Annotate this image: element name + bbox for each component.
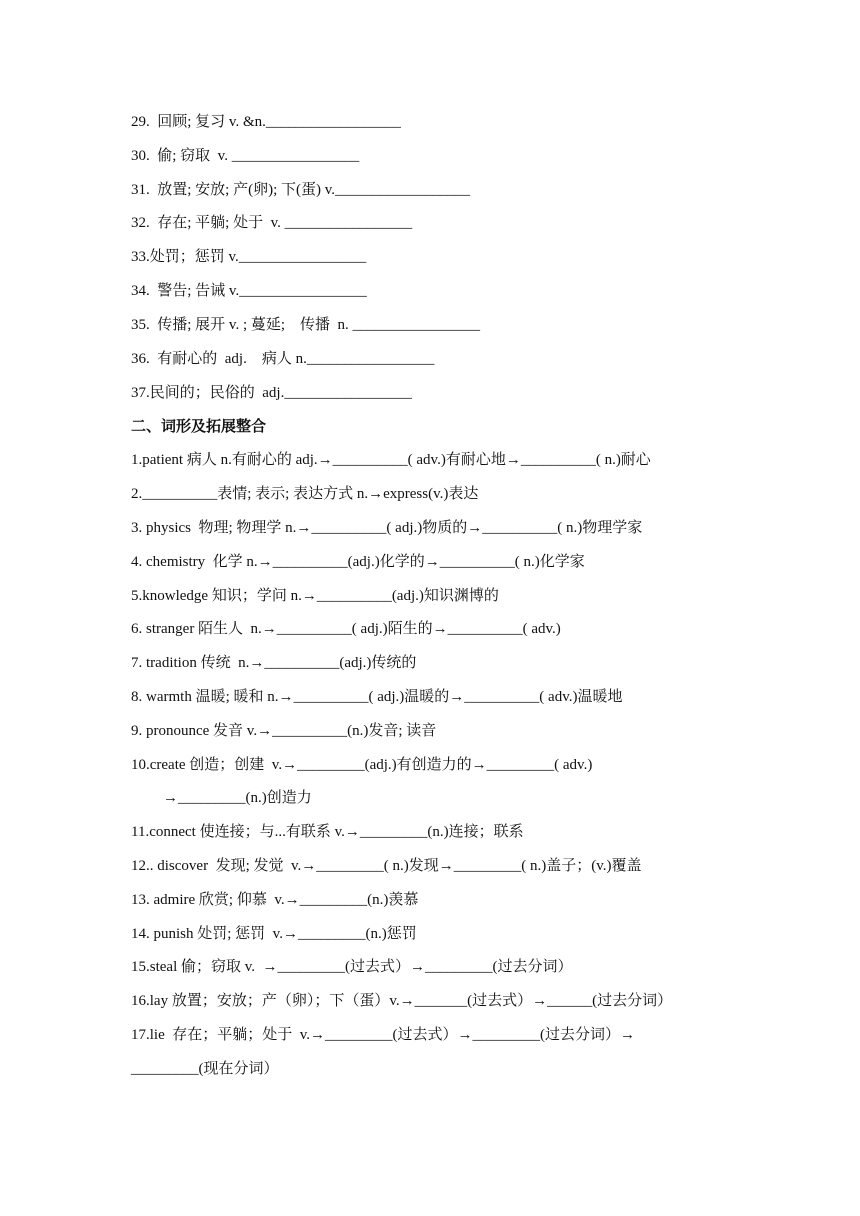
section-title: 二、词形及拓展整合	[131, 417, 267, 435]
vocab-item-36: 36. 有耐心的 adj. 病人 n._________________	[131, 351, 435, 367]
word-form-item-5: 5.knowledge 知识；学问 n.→__________(adj.)知识渊博的	[131, 588, 499, 604]
vocab-item-37: 37.民间的；民俗的 adj._________________	[131, 385, 412, 401]
word-form-item-12: 12.. discover 发现; 发觉 v.→_________( n.)发现→_________( n.)盖子；(v.)覆盖	[131, 858, 642, 874]
vocab-item-32: 32. 存在; 平躺; 处于 v. _________________	[131, 215, 413, 231]
word-form-item-10-continued: →_________(n.)创造力	[163, 790, 312, 806]
word-form-item-13: 13. admire 欣赏; 仰慕 v.→_________(n.)羡慕	[131, 892, 419, 908]
word-form-item-4: 4. chemistry 化学 n.→__________(adj.)化学的→__________( n.)化学家	[131, 554, 585, 570]
vocab-item-34: 34. 警告; 告诫 v._________________	[131, 283, 367, 299]
word-form-item-8: 8. warmth 温暖; 暖和 n.→__________( adj.)温暖的→__________( adv.)温暖地	[131, 689, 623, 705]
word-form-item-7: 7. tradition 传统 n.→__________(adj.)传统的	[131, 655, 417, 671]
vocab-item-35: 35. 传播; 展开 v. ; 蔓延; 传播 n. _________________	[131, 317, 481, 333]
vocab-item-31: 31. 放置; 安放; 产(卵); 下(蛋) v.__________________	[131, 182, 471, 198]
vocab-item-30: 30. 偷; 窃取 v. _________________	[131, 148, 360, 164]
word-form-item-6: 6. stranger 陌生人 n.→__________( adj.)陌生的→__________( adv.)	[131, 621, 561, 637]
vocab-item-29: 29. 回顾; 复习 v. &n.__________________	[131, 114, 401, 130]
word-form-item-14: 14. punish 处罚; 惩罚 v.→_________(n.)惩罚	[131, 926, 417, 942]
word-form-item-15: 15.steal 偷；窃取 v. →_________(过去式）→_________(过去分词）	[131, 959, 573, 975]
word-form-item-11: 11.connect 使连接；与...有联系 v.→_________(n.)连接；联系	[131, 824, 524, 840]
word-form-item-2: 2.__________表情; 表示; 表达方式 n.→express(v.)表达	[131, 486, 479, 502]
vocab-item-33: 33.处罚；惩罚 v._________________	[131, 249, 367, 265]
word-form-item-17: 17.lie 存在；平躺；处于 v.→_________(过去式）→_________(过去分词）→	[131, 1027, 636, 1043]
word-form-item-17-continued: _________(现在分词）	[131, 1061, 279, 1077]
word-form-item-3: 3. physics 物理; 物理学 n.→__________( adj.)物质的→__________( n.)物理学家	[131, 520, 643, 536]
word-form-item-16: 16.lay 放置；安放；产（卵）；下（蛋）v.→_______(过去式）→______(过去分词）	[131, 993, 673, 1009]
word-form-item-9: 9. pronounce 发音 v.→__________(n.)发音; 读音	[131, 723, 437, 739]
word-form-item-10: 10.create 创造；创建 v.→_________(adj.)有创造力的→_________( adv.)	[131, 757, 593, 773]
word-form-item-1: 1.patient 病人 n.有耐心的 adj.→__________( adv.)有耐心地→__________( n.)耐心	[131, 452, 651, 468]
